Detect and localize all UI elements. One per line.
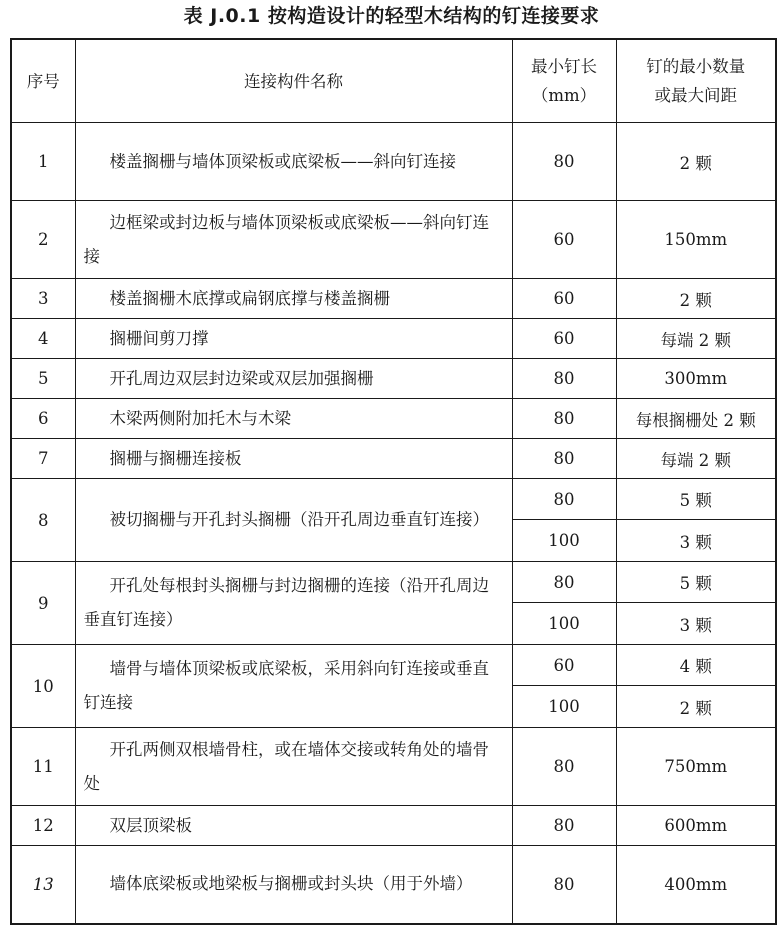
table-title: 表 J.0.1 按构造设计的轻型木结构的钉连接要求	[183, 5, 600, 27]
row-no: 12	[11, 806, 75, 846]
row-name-text: 搁栅与搁栅连接板	[109, 448, 242, 468]
header-min-length-line2: （mm）	[531, 86, 597, 105]
row-name-text: 楼盖搁栅与墙体顶梁板或底梁板——斜向钉连接	[109, 151, 456, 171]
row-name	[75, 319, 512, 359]
row-min-length: 80	[512, 359, 616, 399]
row-no: 6	[11, 399, 75, 439]
row-name	[75, 439, 512, 479]
row-min-length: 100	[512, 603, 616, 645]
row-min-qty: 4 颗	[616, 645, 776, 686]
row-name-text: 木梁两侧附加托木与木梁	[109, 408, 291, 428]
row-min-qty: 3 颗	[616, 603, 776, 645]
row-name	[75, 806, 512, 846]
row-min-length: 80	[512, 846, 616, 924]
row-min-length: 100	[512, 520, 616, 562]
row-name-text: 墙骨与墙体顶梁板或底梁板，采用斜向钉连接或垂直钉连接	[83, 659, 489, 712]
row-name-text: 边框梁或封边板与墙体顶梁板或底梁板——斜向钉连接	[83, 212, 489, 266]
row-min-qty: 每根搁栅处 2 颗	[616, 399, 776, 439]
row-min-qty: 5 颗	[616, 479, 776, 520]
row-name-text: 楼盖搁栅木底撑或扁钢底撑与楼盖搁栅	[109, 288, 390, 308]
header-min-length-line1: 最小钉长	[531, 57, 597, 76]
row-min-qty: 3 颗	[616, 520, 776, 562]
row-no: 1	[11, 123, 75, 201]
table-row	[11, 562, 776, 603]
header-name: 连接构件名称	[75, 39, 512, 123]
header-min-qty-line1: 钉的最小数量	[646, 57, 746, 76]
row-name-text: 开孔两侧双根墙骨柱，或在墙体交接或转角处的墙骨处	[83, 739, 489, 793]
row-name-text: 开孔处每根封头搁栅与封边搁栅的连接（沿开孔周边垂直钉连接）	[83, 576, 489, 629]
table-row	[11, 279, 776, 319]
row-min-qty: 5 颗	[616, 562, 776, 603]
header-no: 序号	[11, 39, 75, 123]
row-no: 10	[11, 645, 75, 728]
header-row	[11, 39, 776, 123]
row-name-text: 开孔周边双层封边梁或双层加强搁栅	[109, 368, 374, 388]
row-min-length: 80	[512, 399, 616, 439]
header-min-qty-line2: 或最大间距	[654, 86, 737, 105]
row-min-length: 60	[512, 201, 616, 279]
table-row	[11, 399, 776, 439]
row-min-qty: 2 颗	[616, 686, 776, 728]
row-min-length: 60	[512, 645, 616, 686]
row-no: 2	[11, 201, 75, 279]
row-name	[75, 479, 512, 562]
row-min-length: 80	[512, 123, 616, 201]
table-row	[11, 645, 776, 686]
row-name	[75, 201, 512, 279]
row-name-text: 双层顶梁板	[109, 815, 192, 835]
row-min-qty: 每端 2 颗	[616, 319, 776, 359]
table-row	[11, 439, 776, 479]
header-min-qty	[616, 39, 776, 123]
row-name-text: 搁栅间剪刀撑	[109, 328, 209, 348]
row-min-length: 80	[512, 806, 616, 846]
row-min-length: 80	[512, 479, 616, 520]
row-name	[75, 728, 512, 806]
row-name	[75, 359, 512, 399]
table-row	[11, 728, 776, 806]
row-min-qty: 400mm	[616, 846, 776, 924]
table-row	[11, 479, 776, 520]
row-name-text: 墙体底梁板或地梁板与搁栅或封头块（用于外墙）	[109, 874, 473, 894]
row-min-qty: 300mm	[616, 359, 776, 399]
row-no: 13	[11, 846, 75, 924]
row-min-length: 80	[512, 439, 616, 479]
row-name	[75, 279, 512, 319]
header-min-length	[512, 39, 616, 123]
table-row	[11, 806, 776, 846]
row-min-qty: 600mm	[616, 806, 776, 846]
row-min-length: 80	[512, 562, 616, 603]
row-min-length: 60	[512, 319, 616, 359]
row-name	[75, 399, 512, 439]
row-min-qty: 750mm	[616, 728, 776, 806]
row-no: 9	[11, 562, 75, 645]
table-row	[11, 123, 776, 201]
nail-connection-table	[10, 38, 777, 925]
row-name	[75, 645, 512, 728]
table-row	[11, 359, 776, 399]
row-no: 4	[11, 319, 75, 359]
row-no: 11	[11, 728, 75, 806]
row-min-qty: 2 颗	[616, 123, 776, 201]
row-min-length: 60	[512, 279, 616, 319]
row-min-length: 100	[512, 686, 616, 728]
table-row	[11, 846, 776, 924]
row-min-qty: 150mm	[616, 201, 776, 279]
row-no: 8	[11, 479, 75, 562]
row-name-text: 被切搁栅与开孔封头搁栅（沿开孔周边垂直钉连接）	[109, 510, 489, 529]
row-no: 7	[11, 439, 75, 479]
table-row	[11, 319, 776, 359]
row-no: 3	[11, 279, 75, 319]
row-min-length: 80	[512, 728, 616, 806]
row-min-qty: 2 颗	[616, 279, 776, 319]
row-name	[75, 123, 512, 201]
row-name	[75, 562, 512, 645]
row-name	[75, 846, 512, 924]
row-min-qty: 每端 2 颗	[616, 439, 776, 479]
row-no: 5	[11, 359, 75, 399]
table-row	[11, 201, 776, 279]
